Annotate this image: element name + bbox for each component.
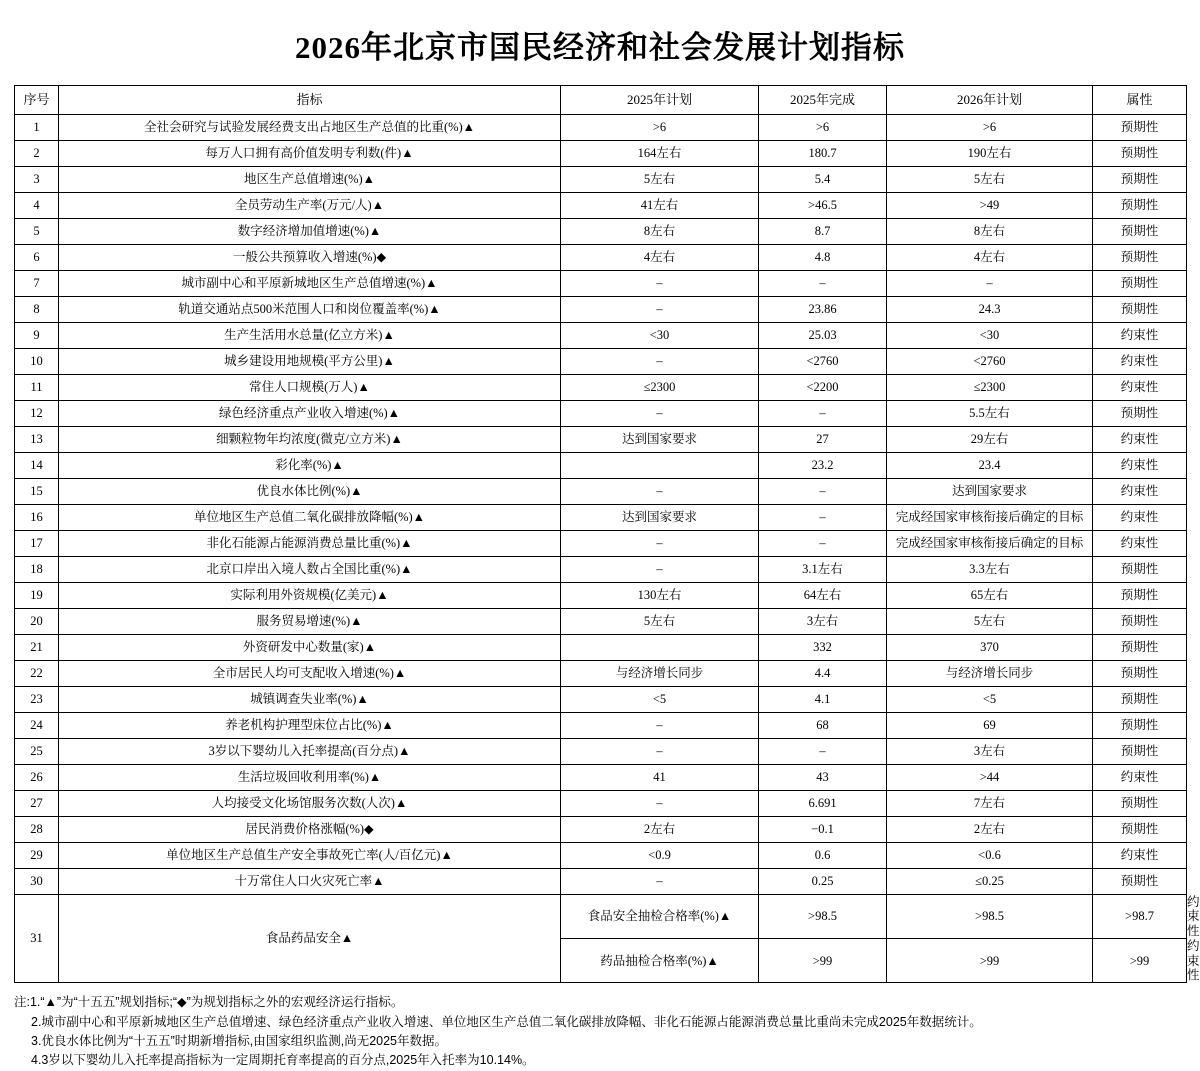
row-no: 18 (15, 557, 59, 583)
row-attribute: 预期性 (1093, 817, 1187, 843)
row-actual-2025: 23.86 (759, 297, 887, 323)
table-row (15, 791, 1187, 817)
note-line-4: 4.3岁以下婴幼儿入托率提高指标为一定周期托育率提高的百分点,2025年入托率为10.14%。 (31, 1053, 535, 1068)
table-row (15, 375, 1187, 401)
row-plan-2025: 41 (561, 765, 759, 791)
table-row: 药品抽检合格率(%)▲ >99 >99 >99 约束性 (15, 939, 1187, 983)
table-row (15, 193, 1187, 219)
row-plan-2025: – (561, 297, 759, 323)
row-actual-2025: 4.4 (759, 661, 887, 687)
table-row (15, 479, 1187, 505)
row-actual-2025: – (759, 531, 887, 557)
row-plan-2026: – (887, 271, 1093, 297)
row-no: 26 (15, 765, 59, 791)
table-row (15, 505, 1187, 531)
row-plan-2025: – (561, 557, 759, 583)
row-no: 25 (15, 739, 59, 765)
row-indicator: 十万常住人口火灾死亡率▲ (59, 869, 561, 895)
row-actual-2025: 25.03 (759, 323, 887, 349)
row-plan-2026: 4左右 (887, 245, 1093, 271)
row-plan-2025 (561, 453, 759, 479)
row-no: 28 (15, 817, 59, 843)
table-row (15, 713, 1187, 739)
row-actual-2025: <2200 (759, 375, 887, 401)
row-attribute: 预期性 (1093, 713, 1187, 739)
row-indicator: 常住人口规模(万人)▲ (59, 375, 561, 401)
row-attribute: 预期性 (1093, 401, 1187, 427)
row-attribute: 预期性 (1093, 193, 1187, 219)
row-actual-2025: −0.1 (759, 817, 887, 843)
table-row (15, 323, 1187, 349)
row-indicator: 城镇调查失业率(%)▲ (59, 687, 561, 713)
row-no: 16 (15, 505, 59, 531)
row-actual-2025: – (759, 505, 887, 531)
row-indicator: 外资研发中心数量(家)▲ (59, 635, 561, 661)
row-plan-2025: – (561, 713, 759, 739)
row-attribute: 预期性 (1093, 869, 1187, 895)
column-header-plan-2025: 2025年计划 (561, 86, 759, 115)
row-plan-2026: 370 (887, 635, 1093, 661)
note-line-1: 注:1.“▲”为“十五五”规划指标;“◆”为规划指标之外的宏观经济运行指标。 (14, 995, 404, 1010)
row-plan-2026: <30 (887, 323, 1093, 349)
row-plan-2026: 完成经国家审核衔接后确定的目标 (887, 531, 1093, 557)
document-page (0, 22, 1200, 1068)
table-row (15, 557, 1187, 583)
column-header-actual-2025: 2025年完成 (759, 86, 887, 115)
row-actual-2025: 23.2 (759, 453, 887, 479)
row-plan-2026: 3左右 (887, 739, 1093, 765)
table-row (15, 635, 1187, 661)
row-indicator: 服务贸易增速(%)▲ (59, 609, 561, 635)
row-no: 31 (15, 895, 59, 983)
table-row (15, 167, 1187, 193)
row-plan-2026: >49 (887, 193, 1093, 219)
row-attribute: 约束性 (1093, 479, 1187, 505)
table-row (15, 141, 1187, 167)
row-indicator: 全社会研究与试验发展经费支出占地区生产总值的比重(%)▲ (59, 115, 561, 141)
table-row (15, 661, 1187, 687)
table-row (15, 401, 1187, 427)
row-plan-2025: 41左右 (561, 193, 759, 219)
row-indicator: 彩化率(%)▲ (59, 453, 561, 479)
row-indicator: 实际利用外资规模(亿美元)▲ (59, 583, 561, 609)
row-no: 8 (15, 297, 59, 323)
row-plan-2025: <5 (561, 687, 759, 713)
row-no: 12 (15, 401, 59, 427)
row-actual-2025: 64左右 (759, 583, 887, 609)
row-plan-2025: 达到国家要求 (561, 505, 759, 531)
row-actual-2025: – (759, 479, 887, 505)
row-actual-2025: – (759, 739, 887, 765)
row-attribute: 约束性 (1093, 427, 1187, 453)
row-indicator: 一般公共预算收入增速(%)◆ (59, 245, 561, 271)
row-no: 23 (15, 687, 59, 713)
table-row (15, 765, 1187, 791)
row-indicator: 药品抽检合格率(%)▲ (561, 939, 759, 983)
row-plan-2025: <0.9 (561, 843, 759, 869)
table-row (15, 843, 1187, 869)
note-line-2: 2.城市副中心和平原新城地区生产总值增速、绿色经济重点产业收入增速、单位地区生产总值二氧化碳排放降幅、非化石能源占能源消费总量比重尚未完成2025年数据统计。 (31, 1014, 982, 1029)
row-no: 27 (15, 791, 59, 817)
row-no: 20 (15, 609, 59, 635)
row-no: 4 (15, 193, 59, 219)
row-plan-2025: – (561, 479, 759, 505)
row-attribute: 预期性 (1093, 271, 1187, 297)
table-row (15, 349, 1187, 375)
row-plan-2025: <30 (561, 323, 759, 349)
row-attribute: 约束性 (1093, 349, 1187, 375)
row-attribute: 预期性 (1093, 635, 1187, 661)
row-indicator: 单位地区生产总值生产安全事故死亡率(人/百亿元)▲ (59, 843, 561, 869)
row-actual-2025: <2760 (759, 349, 887, 375)
table-row (15, 531, 1187, 557)
row-no: 14 (15, 453, 59, 479)
row-no: 13 (15, 427, 59, 453)
row-actual-2025: 6.691 (759, 791, 887, 817)
row-plan-2025: ≤2300 (561, 375, 759, 401)
row-plan-2026: <2760 (887, 349, 1093, 375)
row-plan-2026: >99 (1093, 939, 1187, 983)
row-indicator: 全市居民人均可支配收入增速(%)▲ (59, 661, 561, 687)
table-row (15, 583, 1187, 609)
column-header-attribute: 属性 (1093, 86, 1187, 115)
table-row (15, 219, 1187, 245)
row-indicator: 全员劳动生产率(万元/人)▲ (59, 193, 561, 219)
table-row (15, 245, 1187, 271)
row-plan-2026: 5左右 (887, 167, 1093, 193)
row-actual-2025: 43 (759, 765, 887, 791)
row-plan-2025: >99 (759, 939, 887, 983)
row-plan-2026: >98.7 (1093, 895, 1187, 939)
column-header-no: 序号 (15, 86, 59, 115)
row-plan-2026: 190左右 (887, 141, 1093, 167)
row-indicator: 北京口岸出入境人数占全国比重(%)▲ (59, 557, 561, 583)
row-plan-2025: – (561, 869, 759, 895)
row-actual-2025: 332 (759, 635, 887, 661)
row-plan-2026: 29左右 (887, 427, 1093, 453)
row-attribute: 约束性 (1093, 323, 1187, 349)
row-group-label: 食品药品安全▲ (59, 895, 561, 983)
row-attribute: 预期性 (1093, 219, 1187, 245)
row-plan-2026: 8左右 (887, 219, 1093, 245)
row-indicator: 数字经济增加值增速(%)▲ (59, 219, 561, 245)
row-indicator: 地区生产总值增速(%)▲ (59, 167, 561, 193)
row-plan-2025: 4左右 (561, 245, 759, 271)
table-row (15, 297, 1187, 323)
row-no: 29 (15, 843, 59, 869)
row-actual-2025: 0.25 (759, 869, 887, 895)
row-plan-2026: 5.5左右 (887, 401, 1093, 427)
row-actual-2025: 180.7 (759, 141, 887, 167)
row-plan-2025: >6 (561, 115, 759, 141)
row-plan-2025: 达到国家要求 (561, 427, 759, 453)
row-plan-2025: 5左右 (561, 609, 759, 635)
row-plan-2025: – (561, 271, 759, 297)
row-indicator: 轨道交通站点500米范围人口和岗位覆盖率(%)▲ (59, 297, 561, 323)
row-plan-2026: 23.4 (887, 453, 1093, 479)
row-plan-2026: 24.3 (887, 297, 1093, 323)
row-actual-2025: – (759, 401, 887, 427)
row-plan-2026: 7左右 (887, 791, 1093, 817)
row-plan-2025: – (561, 349, 759, 375)
table-row (15, 817, 1187, 843)
row-plan-2026: >6 (887, 115, 1093, 141)
table-row: 31 食品药品安全▲ 食品安全抽检合格率(%)▲ >98.5 >98.5 >98.7 约束性 (15, 895, 1187, 939)
row-plan-2025: – (561, 401, 759, 427)
row-plan-2025: 130左右 (561, 583, 759, 609)
table-row (15, 609, 1187, 635)
table-header-row (15, 86, 1187, 115)
row-plan-2026: 69 (887, 713, 1093, 739)
row-plan-2025 (561, 635, 759, 661)
row-attribute: 预期性 (1093, 115, 1187, 141)
row-plan-2025: 与经济增长同步 (561, 661, 759, 687)
row-plan-2025: – (561, 791, 759, 817)
row-attribute: 约束性 (1093, 453, 1187, 479)
row-indicator: 优良水体比例(%)▲ (59, 479, 561, 505)
row-indicator: 生活垃圾回收利用率(%)▲ (59, 765, 561, 791)
row-actual-2025: >6 (759, 115, 887, 141)
row-actual-2025: >46.5 (759, 193, 887, 219)
row-plan-2025: 8左右 (561, 219, 759, 245)
note-line-3: 3.优良水体比例为“十五五”时期新增指标,由国家组织监测,尚无2025年数据。 (31, 1034, 448, 1048)
row-no: 21 (15, 635, 59, 661)
row-indicator: 绿色经济重点产业收入增速(%)▲ (59, 401, 561, 427)
table-row (15, 739, 1187, 765)
row-no: 7 (15, 271, 59, 297)
row-plan-2025: 5左右 (561, 167, 759, 193)
page-title: 2026年北京市国民经济和社会发展计划指标 (295, 30, 905, 65)
row-indicator: 养老机构护理型床位占比(%)▲ (59, 713, 561, 739)
row-no: 15 (15, 479, 59, 505)
table-row (15, 427, 1187, 453)
row-plan-2026: 达到国家要求 (887, 479, 1093, 505)
row-plan-2025: – (561, 531, 759, 557)
row-plan-2026: <0.6 (887, 843, 1093, 869)
row-attribute: 约束性 (1093, 765, 1187, 791)
row-plan-2026: 65左右 (887, 583, 1093, 609)
row-indicator: 城市副中心和平原新城地区生产总值增速(%)▲ (59, 271, 561, 297)
row-attribute: 约束性 (1093, 531, 1187, 557)
row-actual-2025: 68 (759, 713, 887, 739)
row-actual-2025: 3左右 (759, 609, 887, 635)
table-row (15, 453, 1187, 479)
row-no: 3 (15, 167, 59, 193)
row-attribute: 预期性 (1093, 661, 1187, 687)
notes-block (14, 993, 1186, 1071)
row-no: 24 (15, 713, 59, 739)
row-no: 22 (15, 661, 59, 687)
row-attribute: 预期性 (1093, 557, 1187, 583)
row-plan-2025: – (561, 739, 759, 765)
row-actual-2025: 4.8 (759, 245, 887, 271)
row-actual-2025: 5.4 (759, 167, 887, 193)
column-header-plan-2026: 2026年计划 (887, 86, 1093, 115)
row-plan-2026: ≤0.25 (887, 869, 1093, 895)
row-attribute: 预期性 (1093, 687, 1187, 713)
row-attribute: 约束性 (1093, 375, 1187, 401)
row-no: 1 (15, 115, 59, 141)
row-indicator: 生产生活用水总量(亿立方米)▲ (59, 323, 561, 349)
row-attribute: 预期性 (1093, 167, 1187, 193)
table-row (15, 115, 1187, 141)
row-no: 19 (15, 583, 59, 609)
row-actual-2025: >98.5 (887, 895, 1093, 939)
row-plan-2025: 164左右 (561, 141, 759, 167)
row-actual-2025: 8.7 (759, 219, 887, 245)
row-plan-2026: 5左右 (887, 609, 1093, 635)
indicators-table (14, 85, 1200, 983)
row-attribute: 预期性 (1093, 791, 1187, 817)
row-indicator: 3岁以下婴幼儿入托率提高(百分点)▲ (59, 739, 561, 765)
row-actual-2025: >99 (887, 939, 1093, 983)
row-attribute: 预期性 (1093, 609, 1187, 635)
column-header-indicator: 指标 (59, 86, 561, 115)
row-attribute: 预期性 (1093, 141, 1187, 167)
row-attribute: 约束性 (1093, 505, 1187, 531)
table-body (15, 115, 1200, 983)
row-actual-2025: 4.1 (759, 687, 887, 713)
row-plan-2026: <5 (887, 687, 1093, 713)
row-indicator: 细颗粒物年均浓度(微克/立方米)▲ (59, 427, 561, 453)
row-indicator: 食品安全抽检合格率(%)▲ (561, 895, 759, 939)
row-no: 11 (15, 375, 59, 401)
row-actual-2025: 0.6 (759, 843, 887, 869)
table-row (15, 869, 1187, 895)
row-plan-2025: >98.5 (759, 895, 887, 939)
row-indicator: 人均接受文化场馆服务次数(人次)▲ (59, 791, 561, 817)
row-plan-2026: 完成经国家审核衔接后确定的目标 (887, 505, 1093, 531)
row-plan-2026: 2左右 (887, 817, 1093, 843)
row-attribute: 预期性 (1093, 583, 1187, 609)
row-indicator: 非化石能源占能源消费总量比重(%)▲ (59, 531, 561, 557)
row-plan-2026: 3.3左右 (887, 557, 1093, 583)
row-indicator: 城乡建设用地规模(平方公里)▲ (59, 349, 561, 375)
row-plan-2026: ≤2300 (887, 375, 1093, 401)
row-actual-2025: – (759, 271, 887, 297)
row-plan-2026: 与经济增长同步 (887, 661, 1093, 687)
row-indicator: 每万人口拥有高价值发明专利数(件)▲ (59, 141, 561, 167)
row-actual-2025: 3.1左右 (759, 557, 887, 583)
row-actual-2025: 27 (759, 427, 887, 453)
row-attribute: 预期性 (1093, 245, 1187, 271)
row-no: 2 (15, 141, 59, 167)
table-row (15, 271, 1187, 297)
row-attribute: 约束性 (1093, 843, 1187, 869)
row-plan-2026: >44 (887, 765, 1093, 791)
row-attribute: 预期性 (1093, 297, 1187, 323)
row-indicator: 单位地区生产总值二氧化碳排放降幅(%)▲ (59, 505, 561, 531)
row-no: 5 (15, 219, 59, 245)
row-no: 10 (15, 349, 59, 375)
table-row (15, 687, 1187, 713)
row-attribute: 预期性 (1093, 739, 1187, 765)
row-no: 6 (15, 245, 59, 271)
row-indicator: 居民消费价格涨幅(%)◆ (59, 817, 561, 843)
row-no: 9 (15, 323, 59, 349)
row-no: 30 (15, 869, 59, 895)
row-no: 17 (15, 531, 59, 557)
row-plan-2025: 2左右 (561, 817, 759, 843)
